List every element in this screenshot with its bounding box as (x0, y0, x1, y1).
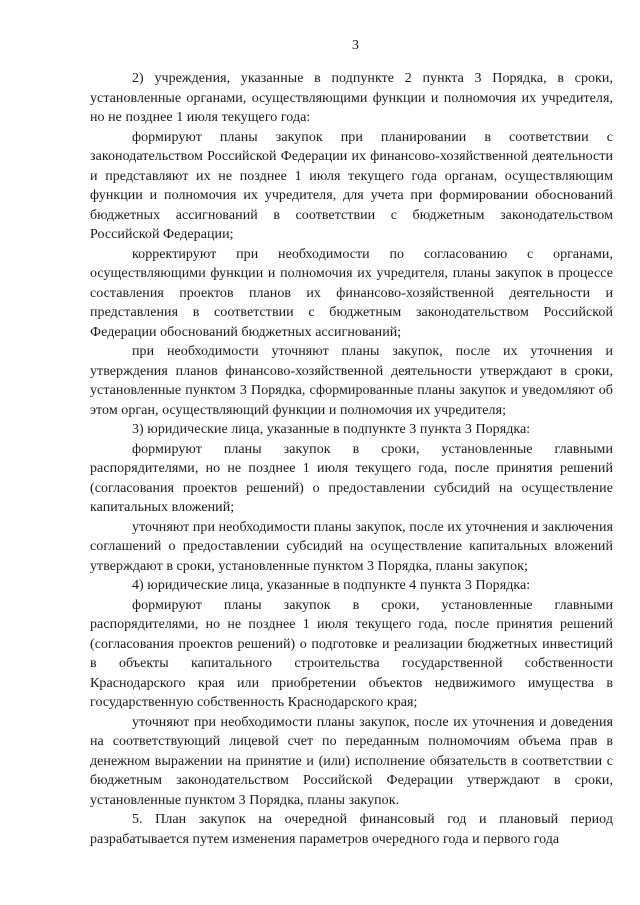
paragraph-item-2-institutions: 2) учреждения, указанные в подпункте 2 пункта 3 Порядка, в сроки, установленные органами, осуществляющими функции и полномочия их учредителя, но не позднее 1 июля текущего года: (90, 71, 613, 125)
paragraph-item-4-legal-entities: 4) юридические лица, указанные в подпункте 4 пункта 3 Порядка: (132, 578, 531, 593)
page-number: 3 (352, 38, 359, 53)
paragraph-correct-plans: корректируют при необходимости по согласованию с органами, осуществляющими функции и полномочия их учредителя, планы закупок в процессе составления проектов планов их финансово-хозяйственной деятельности и представления в соответствии с бюджетным законодательством Российской Федерации обоснований бюджетных ассигнований; (90, 246, 613, 340)
paragraph-item-5-plan-period: 5. План закупок на очередной финансовый год и плановый период разрабатывается путем изменения параметров очередного года и первого года (90, 812, 613, 847)
document-body (90, 69, 613, 849)
paragraph-form-plans-subsidies: формируют планы закупок в сроки, установленные главными распорядителями, но не позднее 1 июля текущего года, после принятия решений (согласования проектов решений) о предоставлении субсидий на осуществление капитальных вложений; (90, 441, 613, 515)
paragraph-form-plans: формируют планы закупок при планировании в соответствии с законодательством Российской Федерации их финансово-хозяйственной деятельности и представляют их не позднее 1 июля текущего года органам, осуществляющим функции и полномочия их учредителя, для учета при формировании обоснований бюджетных ассигнований в соответствии с бюджетным законодательством Российской Федерации; (90, 129, 613, 242)
paragraph-refine-plans: при необходимости уточняют планы закупок, после их уточнения и утверждения планов финансово-хозяйственной деятельности утверждают в сроки, установленные пунктом 3 Порядка, сформированные планы закупок и уведомляют об этом орган, осуществляющий функции и полномочия их учредителя; (90, 344, 613, 418)
paragraph-refine-plans-investments: уточняют при необходимости планы закупок, после их уточнения и доведения на соответствующий лицевой счет по переданным полномочиям объема прав в денежном выражении на принятие и (или) исполнение обязательств в соответствии с бюджетным законодательством Российской Федерации утверждают в сроки, установленные пунктом 3 Порядка, планы закупок. (90, 714, 613, 808)
paragraph-form-plans-investments: формируют планы закупок в сроки, установленные главными распорядителями, но не позднее 1 июля текущего года, после принятия решений (согласования проектов решений) о подготовке и реализации бюджетных инвестиций в объекты капитального строительства государственной собственности Краснодарского края или приобретении объектов недвижимого имущества в государственную собственность Краснодарского края; (90, 597, 613, 710)
paragraph-refine-plans-subsidies: уточняют при необходимости планы закупок, после их уточнения и заключения соглашений о предоставлении субсидий на осуществление капитальных вложений утверждают в сроки, установленные пунктом 3 Порядка, планы закупок; (90, 519, 613, 574)
paragraph-item-3-legal-entities: 3) юридические лица, указанные в подпункте 3 пункта 3 Порядка: (132, 422, 531, 437)
